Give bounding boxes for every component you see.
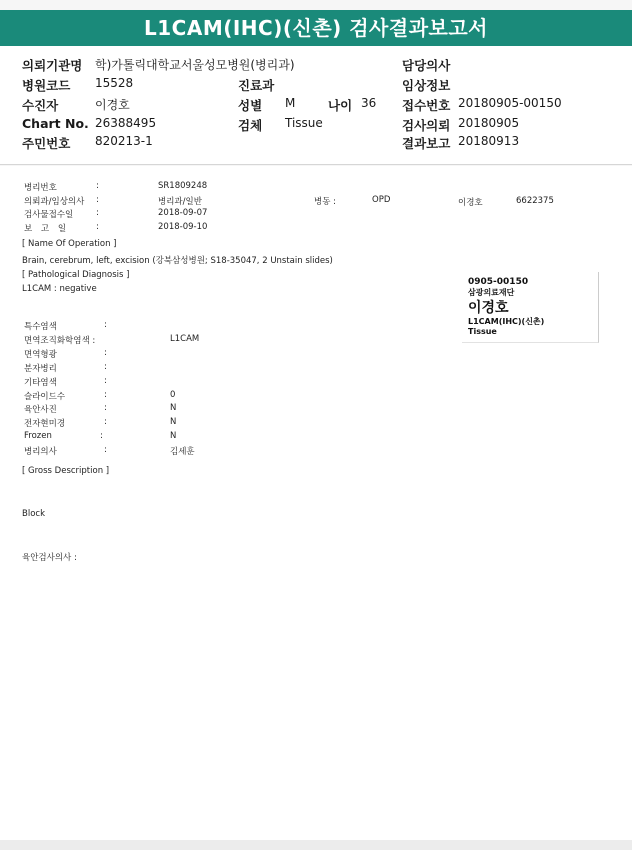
colon: : — [104, 390, 107, 400]
patient-header — [0, 46, 632, 165]
institution-value: 학)가톨릭대학교서울성모병원(병리과) — [95, 58, 295, 72]
sex-label: 성별 — [238, 98, 263, 113]
specimen-value: Tissue — [285, 116, 323, 130]
row-label: 육안사진 — [24, 405, 57, 415]
report-title: L1CAM(IHC)(신촌) 검사결과보고서 — [0, 10, 632, 46]
row-label: 면역형광 — [24, 350, 57, 360]
request-date-value: 20180905 — [458, 116, 520, 130]
colon: : — [104, 348, 107, 358]
attending-label: 담당의사 — [402, 58, 451, 73]
sex-value: M — [285, 96, 296, 110]
pathology-no-value: SR1809248 — [158, 181, 208, 191]
report-date-label: 보 고 일 — [24, 224, 70, 234]
receipt-no-label: 접수번호 — [402, 98, 451, 113]
received-value: 2018-09-07 — [158, 208, 208, 218]
specimen-label: 검체 — [238, 118, 263, 133]
ward-value: OPD — [372, 195, 391, 205]
received-label: 검사물접수일 — [24, 210, 74, 220]
clinical-info-label: 임상정보 — [402, 78, 451, 93]
colon: : — [96, 208, 99, 218]
colon: : — [100, 431, 103, 441]
diagnosis-text: L1CAM : negative — [22, 284, 97, 294]
chart-no-value: 26388495 — [95, 116, 157, 130]
requester-label: 의뢰과/임상의사 — [24, 197, 85, 207]
stamp-specimen: Tissue — [468, 327, 497, 336]
stamp-organization: 삼광의료재단 — [468, 288, 515, 297]
colon: : — [104, 362, 107, 372]
colon: : — [104, 320, 107, 330]
colon: : — [104, 445, 107, 455]
row-label: 특수염색 — [24, 322, 57, 332]
specimen-stamp-label — [462, 272, 599, 343]
stamp-patient-name: 이경호 — [468, 300, 509, 316]
resident-no-label: 주민번호 — [22, 136, 71, 151]
gross-heading: [ Gross Description ] — [22, 466, 110, 476]
colon: : — [104, 417, 107, 427]
colon: : — [96, 195, 99, 205]
row-label: 분자병리 — [24, 364, 57, 374]
ward-label: 병동 : — [314, 197, 336, 207]
bottom-margin — [0, 840, 632, 850]
diagnosis-heading: [ Pathological Diagnosis ] — [22, 270, 130, 280]
gross-examiner-label: 육안검사의사 : — [22, 553, 77, 563]
patient-id: 6622375 — [516, 196, 554, 206]
row-value: N — [170, 431, 177, 441]
report-date-label: 결과보고 — [402, 136, 451, 151]
row-label: 슬라이드수 — [24, 392, 66, 402]
colon: : — [96, 181, 99, 191]
row-value: 0 — [170, 390, 176, 400]
requester-value: 병리과/일반 — [158, 197, 202, 207]
report-date-value: 2018-09-10 — [158, 222, 208, 232]
stamp-test-name: L1CAM(IHC)(신촌) — [468, 317, 545, 326]
colon: : — [104, 376, 107, 386]
row-label: 면역조직화학염색 : — [24, 336, 96, 346]
hospital-code-label: 병원코드 — [22, 78, 71, 93]
hospital-code-value: 15528 — [95, 76, 134, 90]
pathology-report-sheet — [0, 166, 632, 840]
resident-no-value: 820213-1 — [95, 134, 153, 148]
chart-no-label: Chart No. — [22, 116, 89, 131]
report-date-value: 20180913 — [458, 134, 520, 148]
examinee-label: 수진자 — [22, 98, 59, 113]
operation-text: Brain, cerebrum, left, excision (강북삼성병원; S18-35047, 2 Unstain slides) — [22, 256, 333, 266]
colon: : — [96, 222, 99, 232]
age-label: 나이 — [328, 98, 353, 113]
row-label: 기타염색 — [24, 378, 57, 388]
receipt-no-value: 20180905-00150 — [458, 96, 562, 110]
colon: : — [104, 403, 107, 413]
row-label: 전자현미경 — [24, 419, 66, 429]
operation-heading: [ Name Of Operation ] — [22, 239, 117, 249]
request-date-label: 검사의뢰 — [402, 118, 451, 133]
row-value: L1CAM — [170, 334, 200, 344]
row-label: 병리의사 — [24, 447, 57, 457]
row-value: N — [170, 403, 177, 413]
pathology-no-label: 병리번호 — [24, 183, 57, 193]
examinee-value: 이경호 — [95, 98, 130, 112]
row-value: N — [170, 417, 177, 427]
institution-label: 의뢰기관명 — [22, 58, 83, 73]
row-label: Frozen — [24, 431, 52, 441]
stamp-number: 0905-00150 — [468, 277, 529, 287]
row-value: 김세훈 — [170, 447, 195, 457]
age-value: 36 — [361, 96, 377, 110]
department-label: 진료과 — [238, 78, 275, 93]
gross-text: Block — [22, 509, 45, 519]
patient-name: 이경호 — [458, 198, 483, 208]
